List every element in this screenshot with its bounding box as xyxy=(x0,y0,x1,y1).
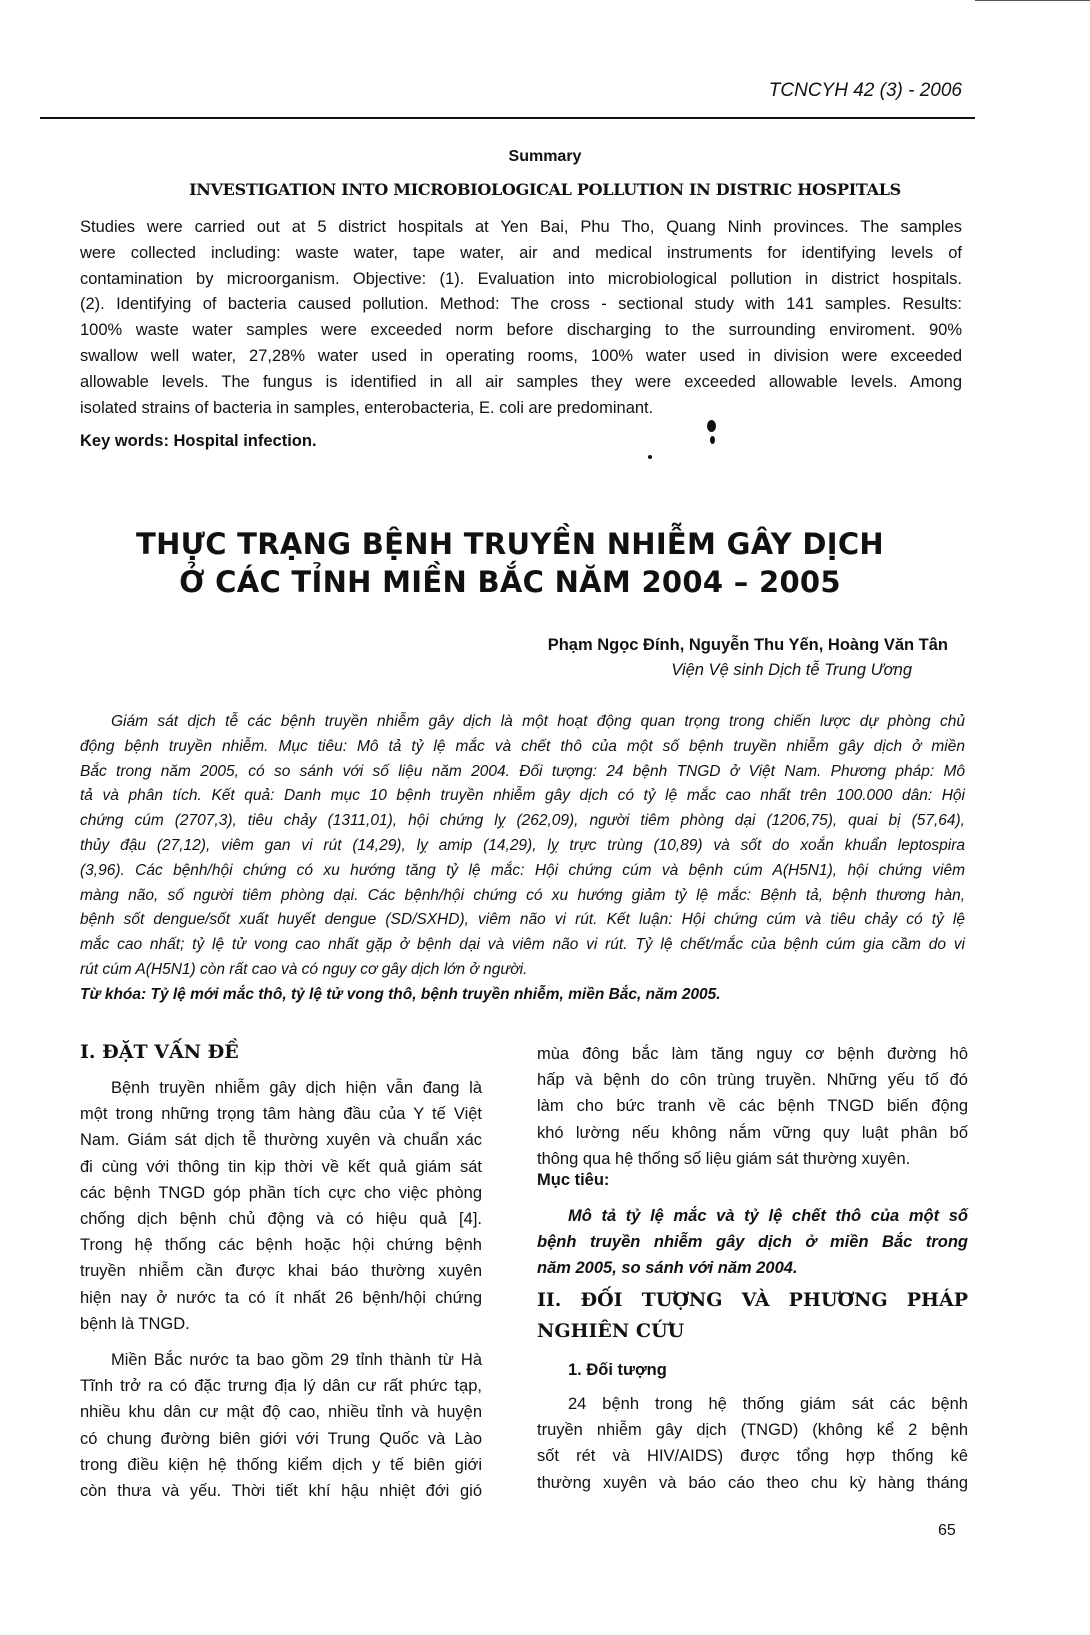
text-line: Miền Bắc nước ta bao gồm 29 tỉnh thành từ Hà xyxy=(111,1351,482,1369)
text-line: Bắc trong năm 2005, có so sánh với số liệu năm 2004. Đối tượng: 24 bệnh TNGD ở Việt Nam. Phương pháp: Mô xyxy=(80,762,965,780)
text-line: Mô tả tỷ lệ mắc và tỷ lệ chết thô của một số xyxy=(568,1207,968,1225)
text-line: tả và phân tích. Kết quả: Danh mục 10 bệnh truyền nhiễm gây dịch có tỷ lệ mắc cao nhất trên 100.000 dân: Hội xyxy=(80,787,965,805)
text-line: màng não, số người tiêm phòng dại. Các bệnh/hội chứng có xu hướng giảm tỷ lệ mắc: Bệnh tả, bệnh thương hàn, xyxy=(80,886,965,904)
text-line: truyền nhiễm cần được khai báo thường xuyên xyxy=(80,1262,482,1281)
right-para-2 xyxy=(537,1391,968,1496)
text-line: hiện nay ở nước ta có ít nhất 26 bệnh/hội chứng xyxy=(80,1288,482,1307)
summary-keywords: Key words: Hospital infection. xyxy=(80,432,317,450)
text-line: làm cho bức tranh về các bệnh TNGD biến động xyxy=(537,1097,968,1116)
affiliation: Viện Vệ sinh Dịch tễ Trung Ương xyxy=(671,661,912,679)
text-line: các bệnh TNGD góp phần tích cực cho việc phòng xyxy=(80,1183,482,1202)
text-line: (3,96). Các bệnh/hội chứng có xu hướng tăng tỷ lệ mắc: Hội chứng cúm và bệnh cúm A(H5N1), hội chứng viêm xyxy=(80,861,965,879)
text-line: có chung đường biên giới với Trung Quốc và Lào xyxy=(80,1429,482,1448)
text-line: truyền nhiễm gây dịch (TNGD) (không kể 2 bệnh xyxy=(537,1421,968,1440)
text-line: were collected including: waste water, tape water, air and medical instruments for identifying levels of xyxy=(80,243,962,262)
text-line: bệnh truyền nhiễm gây dịch ở miền Bắc trong xyxy=(537,1233,968,1252)
text-line: Tĩnh trở ra có đặc trưng địa lý dân cư rất phức tạp, xyxy=(80,1377,482,1396)
text-line: chứng cúm (2707,3), tiêu chảy (1311,01), hội chứng lỵ (262,09), người tiêm phòng dại (1206,75), quai bị (57,64), xyxy=(80,812,965,830)
section-heading-2-line-2: NGHIÊN CỨU xyxy=(537,1320,685,1342)
text-line: (2). Identifying of bacteria caused pollution. Method: The cross - sectional study with 141 samples. Results: xyxy=(80,295,962,314)
text-line: khó lường nếu không nắm vững quy luật phân bố xyxy=(537,1123,968,1142)
text-line: swallow well water, 27,28% water used in operating rooms, 100% water used in division were exceeded xyxy=(80,346,962,365)
text-line: contamination by microorganism. Objective: (1). Evaluation into microbiological pollution in district hospitals. xyxy=(80,269,962,288)
section-heading-2-line-1: II. ĐỐI TƯỢNG VÀ PHƯƠNG PHÁP xyxy=(537,1289,968,1311)
right-para-1 xyxy=(537,1041,968,1172)
text-line: Bệnh truyền nhiễm gây dịch hiện vẫn đang là xyxy=(111,1079,482,1097)
text-line: allowable levels. The fungus is identified in all air samples they were exceeded allowable levels. Among xyxy=(80,372,962,391)
left-para-1 xyxy=(80,1075,482,1337)
text-line: thường xuyên và báo cáo theo chu kỳ hàng tháng xyxy=(537,1473,968,1492)
authors: Phạm Ngọc Đính, Nguyễn Thu Yến, Hoàng Văn Tân xyxy=(547,636,948,654)
left-para-2 xyxy=(80,1347,482,1504)
abstract-keywords: Từ khóa: Tỷ lệ mới mắc thô, tỷ lệ tử vong thô, bệnh truyền nhiễm, miền Bắc, năm 2005. xyxy=(80,986,721,1003)
text-line: động bệnh truyền nhiễm. Mục tiêu: Mô tả tỷ lệ mắc và chết thô của một số bệnh truyền nhiễm gây dịch ở miền xyxy=(80,737,965,755)
text-line: hấp và bệnh do côn trùng truyền. Những yếu tố đó xyxy=(537,1071,968,1090)
scan-speck xyxy=(707,420,716,432)
text-line: một trong những trọng tâm hàng đầu của Y tế Việt xyxy=(80,1105,482,1124)
scan-speck xyxy=(710,436,715,444)
text-line: Giám sát dịch tễ các bệnh truyền nhiễm gây dịch là một hoạt động quan trọng trong chiến lược dự phòng chủ xyxy=(111,713,965,730)
abstract xyxy=(80,710,965,983)
summary-subtitle: INVESTIGATION INTO MICROBIOLOGICAL POLLUTION IN DISTRIC HOSPITALS xyxy=(189,180,901,199)
objective-text xyxy=(537,1203,968,1282)
article-title-line-2: Ở CÁC TỈNH MIỀN BẮC NĂM 2004 – 2005 xyxy=(179,565,841,599)
text-line: isolated strains of bacteria in samples, enterobacteria, E. coli are predominant. xyxy=(80,398,654,417)
text-line: bệnh sốt dengue/sốt xuất huyết dengue (SD/SXHD), viêm não vi rút. Kết luận: Hội chứng cúm và tiêu chảy có tỷ lệ xyxy=(80,911,965,929)
text-line: năm 2005, so sánh với năm 2004. xyxy=(537,1259,798,1278)
journal-header: TCNCYH 42 (3) - 2006 xyxy=(768,80,962,101)
summary-title: Summary xyxy=(508,148,582,165)
text-line: mắc cao nhất; tỷ lệ tử vong cao nhất gặp ở bệnh dại và viêm não vi rút. Tỷ lệ chết/mắc của bệnh cúm gia cầm do vi xyxy=(80,936,965,954)
text-line: bệnh là TNGD. xyxy=(80,1314,190,1333)
text-line: Studies were carried out at 5 district hospitals at Yen Bai, Phu Tho, Quang Ninh provinces. The samples xyxy=(80,218,962,236)
section-heading-1: I. ĐẶT VẤN ĐỀ xyxy=(80,1041,239,1063)
text-line: nhiều khu dân cư mật độ cao, nhiều tỉnh và huyện xyxy=(80,1403,482,1422)
article-title-line-1: THỰC TRẠNG BỆNH TRUYỀN NHIỄM GÂY DỊCH xyxy=(136,527,884,561)
page-number: 65 xyxy=(938,1522,956,1539)
text-line: sốt rét và HIV/AIDS) được tổng hợp thống kê xyxy=(537,1447,968,1466)
text-line: Nam. Giám sát dịch tễ thường xuyên và chuẩn xác xyxy=(80,1131,482,1150)
header-rule xyxy=(40,117,975,119)
summary-body xyxy=(80,215,962,421)
text-line: thông qua hệ thống số liệu giám sát thường xuyên. xyxy=(537,1149,911,1168)
text-line: còn thưa và yếu. Thời tiết khí hậu nhiệt đới gió xyxy=(80,1481,482,1500)
text-line: trong điều kiện hệ thống kiểm dịch y tế biên giới xyxy=(80,1455,482,1474)
text-line: 100% waste water samples were exceeded norm before discharging to the surrounding enviroment. 90% xyxy=(80,321,962,340)
objective-label: Mục tiêu: xyxy=(537,1171,610,1189)
text-line: chống dịch bệnh chủ động và có hiệu quả [4]. xyxy=(80,1209,482,1228)
text-line: 24 bệnh trong hệ thống giám sát các bệnh xyxy=(568,1395,968,1413)
scan-edge-rule xyxy=(975,0,1090,1)
text-line: mùa đông bắc làm tăng nguy cơ bệnh đường hô xyxy=(537,1045,968,1063)
text-line: Trong hệ thống các bệnh hoặc hội chứng bệnh xyxy=(80,1236,482,1255)
scan-speck xyxy=(648,455,652,459)
text-line: thủy đậu (27,12), viêm gan vi rút (14,29), lỵ amip (14,29), lỵ trực trùng (10,89) và sốt do xoắn khuẩn leptospira xyxy=(80,836,965,854)
subheading-subjects: 1. Đối tượng xyxy=(568,1361,667,1379)
text-line: rút cúm A(H5N1) còn rất cao và có nguy cơ gây dịch lớn ở người. xyxy=(80,960,528,978)
text-line: đi cùng với thông tin kịp thời về kết quả giám sát xyxy=(80,1157,482,1176)
